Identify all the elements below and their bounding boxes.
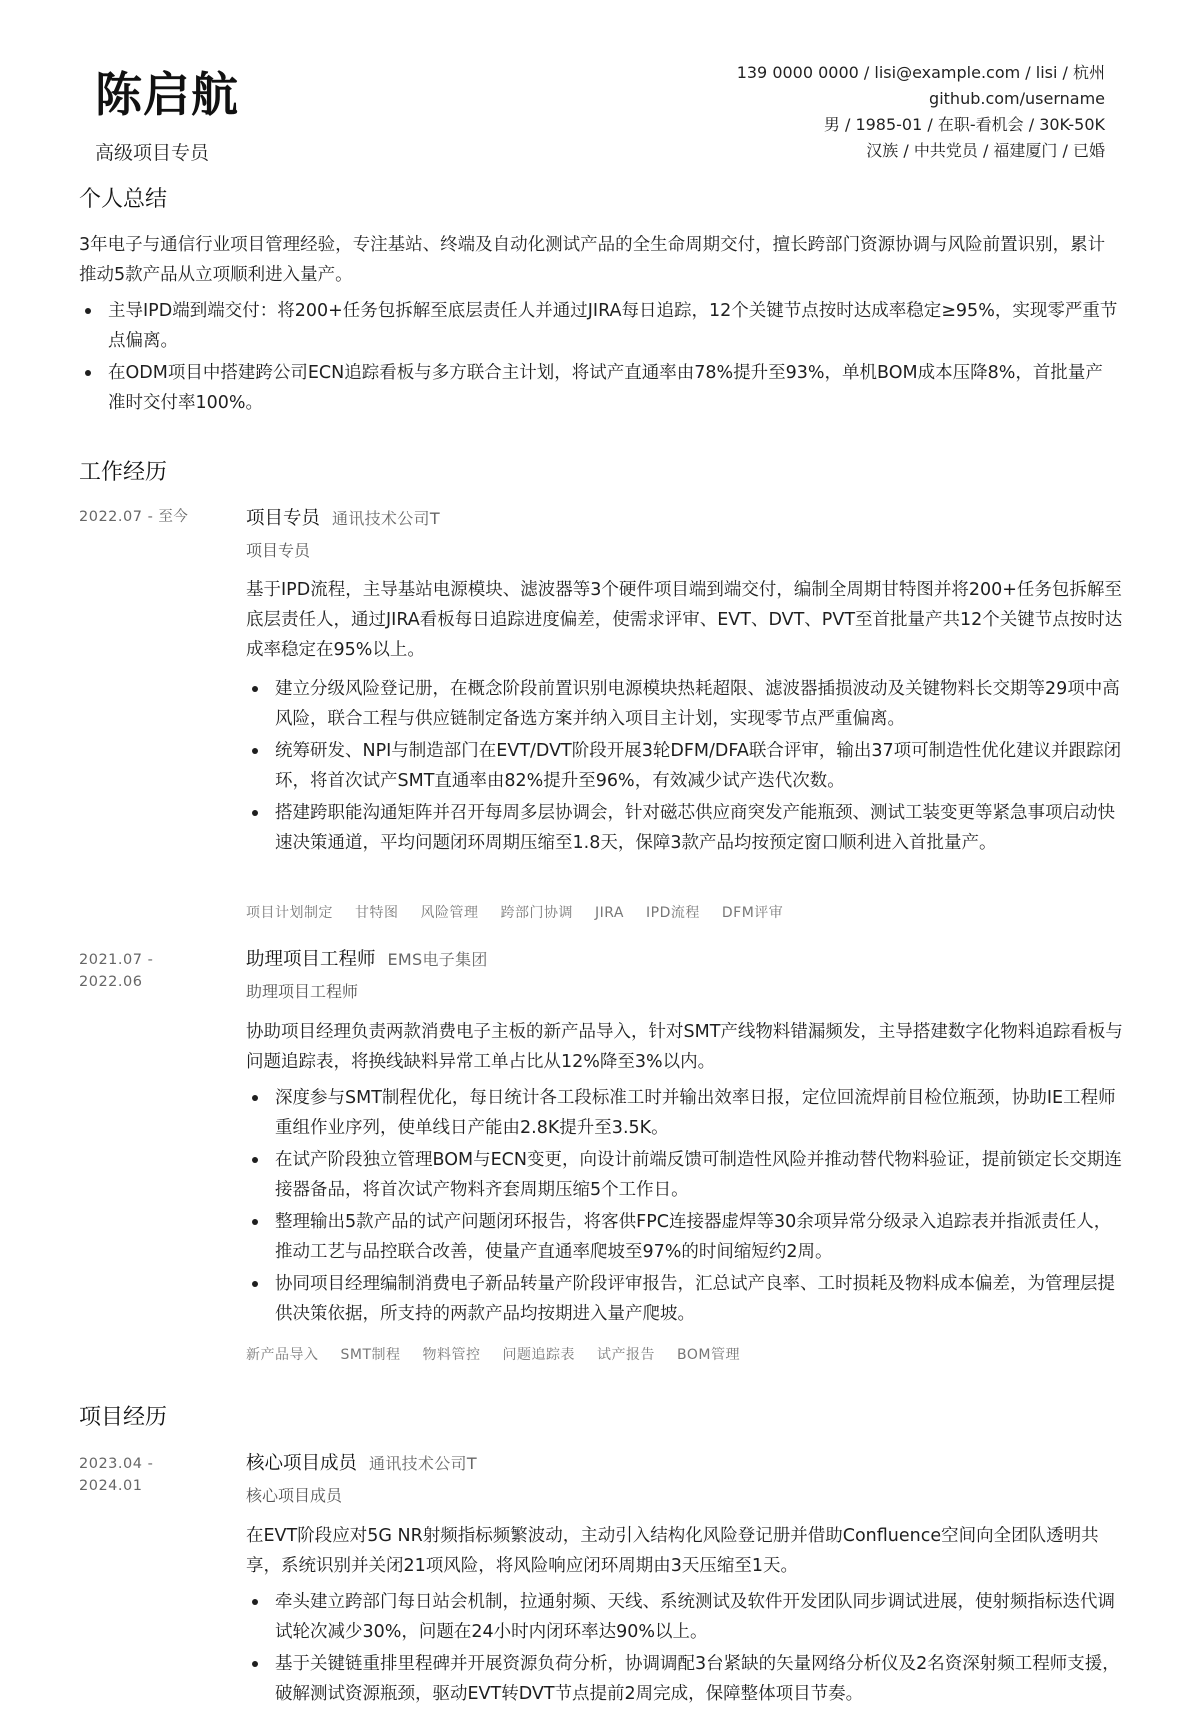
entry-date-start: 2021.07 - — [79, 952, 154, 968]
entry-date — [79, 1453, 153, 1497]
section-title-work: 工作经历 — [79, 460, 168, 485]
skill-tag: IPD流程 — [646, 905, 700, 921]
list-item: 整理输出5款产品的试产问题闭环报告，将客供FPC连接器虚焊等30余项异常分级录入追踪表并指派责任人，推动工艺与品控联合改善，使量产直通率爬坡至97%的时间缩短约2周。 — [246, 1207, 1124, 1267]
entry-description: 在EVT阶段应对5G NR射频指标频繁波动，主动引入结构化风险登记册并借助Confluence空间向全团队透明共享，系统识别并关闭21项风险，将风险响应闭环周期由3天压缩至1天。 — [246, 1526, 1099, 1576]
list-item: 深度参与SMT制程优化，每日统计各工段标准工时并输出效率日报，定位回流焊前目检位瓶颈，协助IE工程师重组作业序列，使单线日产能由2.8K提升至3.5K。 — [246, 1083, 1124, 1143]
entry-org: 通讯技术公司T — [332, 509, 440, 528]
skill-tag: 风险管理 — [420, 905, 479, 921]
skill-tags — [246, 1345, 762, 1365]
entry-description: 基于IPD流程，主导基站电源模块、滤波器等3个硬件项目端到端交付，编制全周期甘特图并将200+任务包拆解至底层责任人，通过JIRA看板每日追踪进度偏差，使需求评审、EVT、DVT、PVT至首批量产共12个关键节点按时达成率稳定在95%以上。 — [246, 580, 1123, 660]
list-item: 牵头建立跨部门每日站会机制，拉通射频、天线、系统测试及软件开发团队同步调试进展，使射频指标迭代调试轮次减少30%，问题在24小时内闭环率达90%以上。 — [246, 1587, 1124, 1647]
summary-text: 3年电子与通信行业项目管理经验，专注基站、终端及自动化测试产品的全生命周期交付，擅长跨部门资源协调与风险前置识别，累计推动5款产品从立项顺利进入量产。 — [79, 235, 1106, 285]
entry-date-end: 2024.01 — [79, 1478, 143, 1494]
skill-tag: BOM管理 — [677, 1347, 740, 1363]
entry-description: 协助项目经理负责两款消费电子主板的新产品导入，针对SMT产线物料错漏频发，主导搭建数字化物料追踪看板与问题追踪表，将换线缺料异常工单占比从12%降至3%以内。 — [246, 1022, 1123, 1072]
entry-org: 通讯技术公司T — [369, 1454, 477, 1473]
list-item: 建立分级风险登记册，在概念阶段前置识别电源模块热耗超限、滤波器插损波动及关键物料长交期等29项中高风险，联合工程与供应链制定备选方案并纳入项目主计划，实现零节点严重偏离。 — [246, 674, 1124, 734]
contact-line: github.com/username — [929, 89, 1105, 108]
skill-tag: 试产报告 — [597, 1347, 656, 1363]
candidate-headline: 高级项目专员 — [95, 142, 210, 164]
entry-role: 项目专员 — [246, 541, 311, 560]
skill-tag: DFM评审 — [721, 905, 784, 921]
contact-line: 男 / 1985-01 / 在职-看机会 / 30K-50K — [823, 115, 1105, 134]
skill-tag: 跨部门协调 — [500, 905, 573, 921]
entry-heading — [246, 946, 488, 974]
contact-line: 汉族 / 中共党员 / 福建厦门 / 已婚 — [866, 141, 1105, 160]
list-item: 在ODM项目中搭建跨公司ECN追踪看板与多方联合主计划，将试产直通率由78%提升至93%，单机BOM成本压降8%，首批量产准时交付率100%。 — [79, 358, 1119, 418]
entry-role: 助理项目工程师 — [246, 982, 359, 1001]
summary-bullets — [79, 296, 1119, 420]
list-item: 统筹研发、NPI与制造部门在EVT/DVT阶段开展3轮DFM/DFA联合评审，输出37项可制造性优化建议并跟踪闭环，将首次试产SMT直通率由82%提升至96%，有效减少试产迭代次数。 — [246, 736, 1124, 796]
skill-tag: 新产品导入 — [246, 1347, 319, 1363]
resume-header — [0, 0, 1200, 180]
entry-date — [79, 949, 153, 993]
list-item: 在试产阶段独立管理BOM与ECN变更，向设计前端反馈可制造性风险并推动替代物料验证，提前锁定长交期连接器备品，将首次试产物料齐套周期压缩5个工作日。 — [246, 1145, 1124, 1205]
skill-tag: 甘特图 — [355, 905, 399, 921]
entry-title: 助理项目工程师 — [246, 949, 376, 970]
entry-bullets — [246, 1587, 1124, 1711]
entry-heading — [246, 1450, 477, 1478]
entry-date: 2022.07 - 至今 — [79, 509, 189, 525]
candidate-name: 陈启航 — [95, 68, 239, 123]
skill-tag: SMT制程 — [340, 1347, 401, 1363]
section-title-projects: 项目经历 — [79, 1405, 168, 1430]
skill-tag: 项目计划制定 — [246, 905, 333, 921]
entry-role: 核心项目成员 — [246, 1486, 343, 1505]
skill-tag: JIRA — [595, 905, 624, 921]
entry-org: EMS电子集团 — [387, 950, 488, 969]
entry-bullets — [246, 674, 1124, 860]
skill-tags — [246, 903, 805, 923]
section-title-summary: 个人总结 — [79, 187, 168, 212]
entry-bullets — [246, 1083, 1124, 1331]
list-item: 协同项目经理编制消费电子新品转量产阶段评审报告，汇总试产良率、工时损耗及物料成本偏差，为管理层提供决策依据，所支持的两款产品均按期进入量产爬坡。 — [246, 1269, 1124, 1329]
entry-title: 项目专员 — [246, 508, 321, 529]
list-item: 主导IPD端到端交付：将200+任务包拆解至底层责任人并通过JIRA每日追踪，12个关键节点按时达成率稳定≥95%，实现零严重节点偏离。 — [79, 296, 1119, 356]
entry-title: 核心项目成员 — [246, 1453, 358, 1474]
entry-date-end: 2022.06 — [79, 974, 143, 990]
entry-heading — [246, 505, 440, 533]
list-item: 搭建跨职能沟通矩阵并召开每周多层协调会，针对磁芯供应商突发产能瓶颈、测试工装变更等紧急事项启动快速决策通道，平均问题闭环周期压缩至1.8天，保障3款产品均按预定窗口顺利进入首批量产。 — [246, 798, 1124, 858]
skill-tag: 问题追踪表 — [502, 1347, 576, 1363]
contact-info — [737, 60, 1105, 164]
skill-tag: 物料管控 — [422, 1347, 481, 1363]
list-item: 基于关键链重排里程碑并开展资源负荷分析，协调调配3台紧缺的矢量网络分析仪及2名资深射频工程师支援，破解测试资源瓶颈，驱动EVT转DVT节点提前2周完成，保障整体项目节奏。 — [246, 1649, 1124, 1709]
contact-line: 139 0000 0000 / lisi@example.com / lisi / 杭州 — [736, 63, 1105, 82]
entry-date-start: 2023.04 - — [79, 1456, 154, 1472]
